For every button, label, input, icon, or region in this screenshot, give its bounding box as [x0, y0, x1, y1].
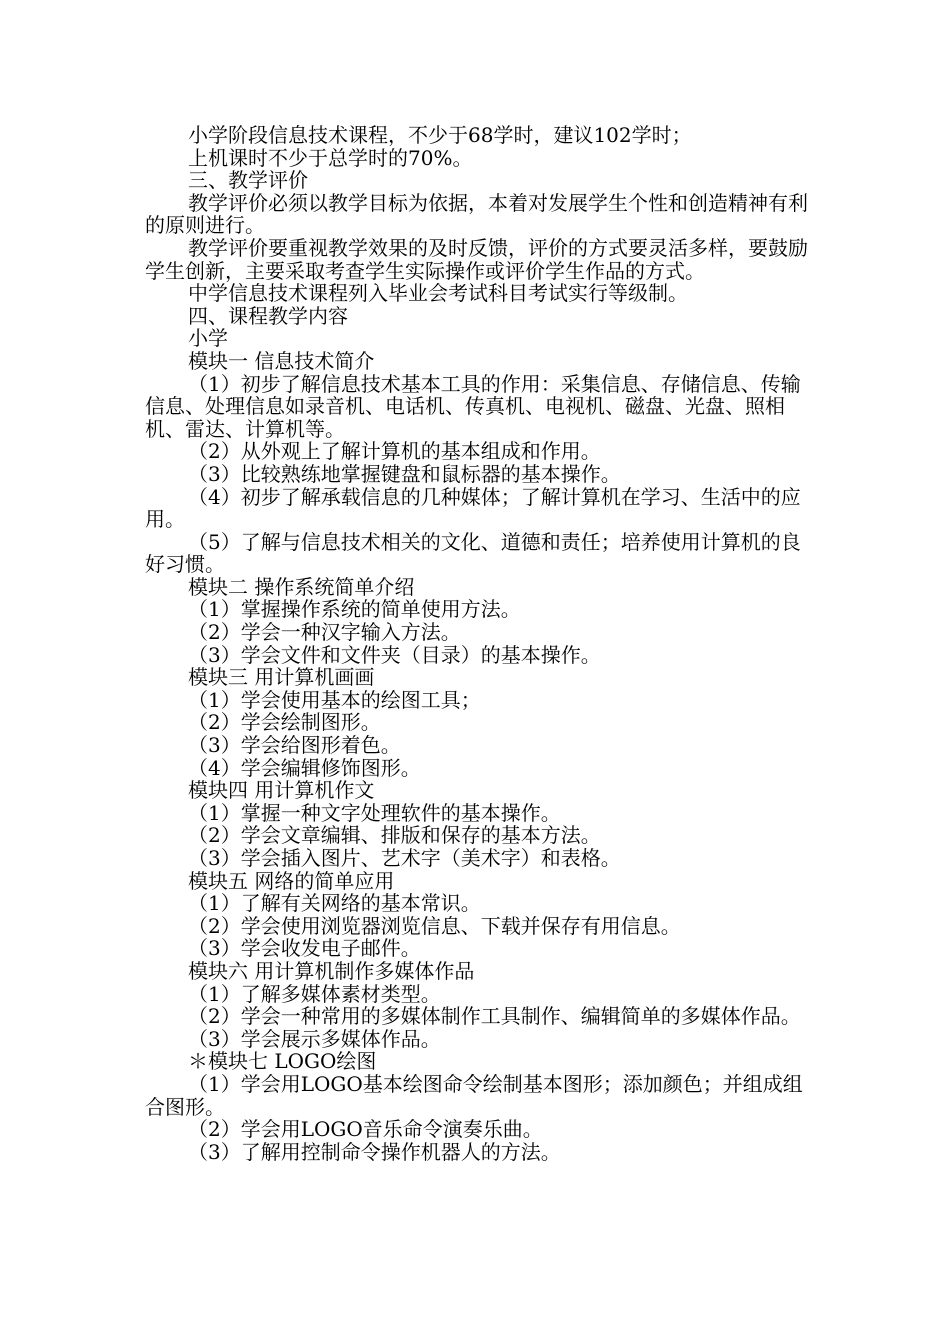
module-4-item-3: （3）学会插入图片、艺术字（美术字）和表格。 — [188, 846, 621, 870]
paragraph-evaluation-basis: 教学评价必须以教学目标为依据，本着对发展学生个性和创造精神有利的原则进行。 — [145, 190, 808, 238]
module-6-item-2: （2）学会一种常用的多媒体制作工具制作、编辑简单的多媒体作品。 — [188, 1004, 801, 1029]
document-page — [145, 124, 810, 1163]
module-heading-2: 模块二 操作系统简单介绍 — [188, 574, 415, 599]
paragraph-class-hours: 小学阶段信息技术课程，不少于68学时，建议102学时； — [188, 123, 692, 147]
module-3-item-4: （4）学会编辑修饰图形。 — [188, 755, 421, 780]
module-5-item-1: （1）了解有关网络的基本常识。 — [188, 891, 481, 916]
module-2-item-1: （1）掌握操作系统的简单使用方法。 — [188, 597, 521, 622]
paragraph-evaluation-feedback: 教学评价要重视教学效果的及时反馈，评价的方式要灵活多样，要鼓励学生创新，主要采取考查学生实际操作或评价学生作品的方式。 — [145, 235, 808, 283]
module-1-item-3: （3）比较熟练地掌握键盘和鼠标器的基本操作。 — [188, 461, 621, 486]
module-heading-1: 模块一 信息技术简介 — [188, 348, 375, 373]
module-2-item-2: （2）学会一种汉字输入方法。 — [188, 620, 461, 645]
module-6-item-3: （3）学会展示多媒体作品。 — [188, 1026, 441, 1051]
module-heading-3: 模块三 用计算机画画 — [188, 665, 375, 690]
module-1-item-1: （1）初步了解信息技术基本工具的作用：采集信息、存储信息、传输信息、处理信息如录音机、电话机、传真机、电视机、磁盘、光盘、照相机、雷达、计算机等。 — [145, 371, 801, 441]
module-2-item-3: （3）学会文件和文件夹（目录）的基本操作。 — [188, 642, 601, 667]
module-5-item-3: （3）学会收发电子邮件。 — [188, 936, 421, 961]
module-1-item-4: （4）初步了解承载信息的几种媒体；了解计算机在学习、生活中的应用。 — [145, 484, 801, 532]
module-heading-5: 模块五 网络的简单应用 — [188, 868, 395, 893]
paragraph-lab-hours: 上机课时不少于总学时的70%。 — [188, 145, 473, 170]
module-heading-4: 模块四 用计算机作文 — [188, 778, 375, 803]
module-4-item-2: （2）学会文章编辑、排版和保存的基本方法。 — [188, 823, 601, 848]
module-5-item-2: （2）学会使用浏览器浏览信息、下载并保存有用信息。 — [188, 913, 681, 938]
subheading-primary: 小学 — [188, 326, 228, 351]
module-6-item-1: （1）了解多媒体素材类型。 — [188, 981, 441, 1006]
module-7-item-2: （2）学会用LOGO音乐命令演奏乐曲。 — [188, 1117, 543, 1142]
module-1-item-2: （2）从外观上了解计算机的基本组成和作用。 — [188, 439, 601, 464]
paragraph-graduation-exam: 中学信息技术课程列入毕业会考试科目考试实行等级制。 — [188, 281, 688, 306]
section-heading-content: 四、课程教学内容 — [188, 303, 348, 328]
module-3-item-1: （1）学会使用基本的绘图工具； — [188, 687, 481, 712]
module-3-item-3: （3）学会给图形着色。 — [188, 733, 401, 758]
section-heading-evaluation: 三、教学评价 — [188, 168, 308, 193]
module-1-item-5: （5）了解与信息技术相关的文化、道德和责任；培养使用计算机的良好习惯。 — [145, 529, 801, 577]
module-heading-6: 模块六 用计算机制作多媒体作品 — [188, 958, 475, 983]
module-7-item-1: （1）学会用LOGO基本绘图命令绘制基本图形；添加颜色；并组成组合图形。 — [145, 1071, 803, 1119]
module-7-item-3: （3）了解用控制命令操作机器人的方法。 — [188, 1139, 561, 1164]
module-heading-7: ＊模块七 LOGO绘图 — [188, 1049, 377, 1074]
module-3-item-2: （2）学会绘制图形。 — [188, 710, 381, 735]
module-4-item-1: （1）掌握一种文字处理软件的基本操作。 — [188, 800, 561, 825]
